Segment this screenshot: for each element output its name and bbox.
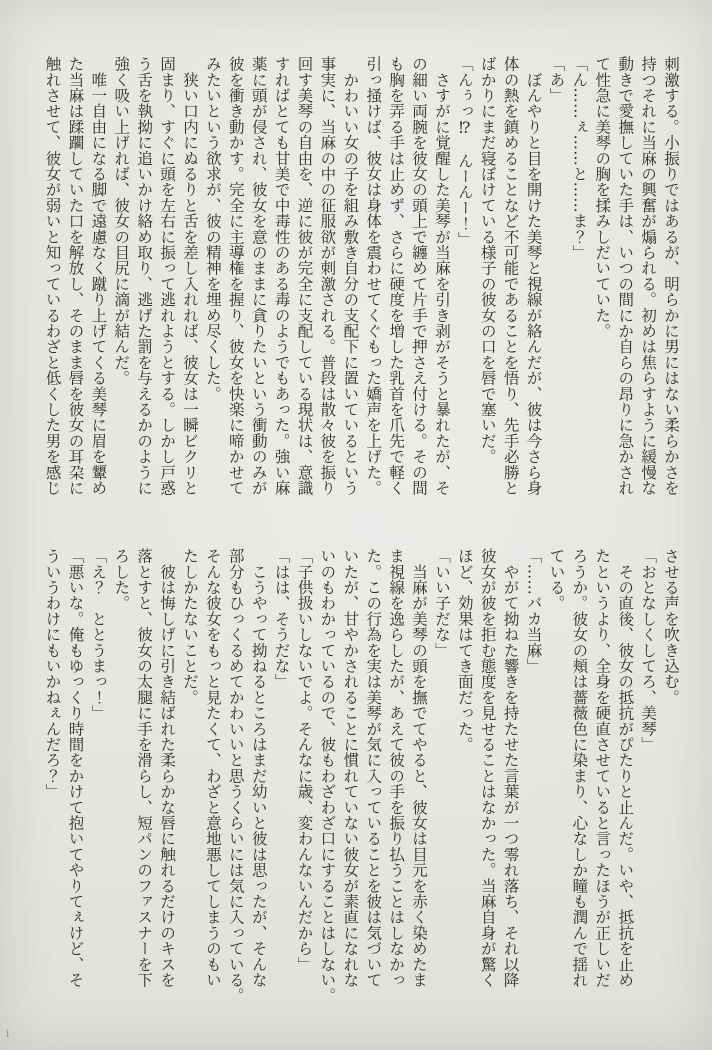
- text-line: 「ん……ぇ……と……ま？」: [570, 56, 589, 261]
- vertical-text-block-bottom: [41, 548, 682, 1004]
- text-line: 持つそれに当麻の興奮が煽られる。初めは焦らすように緩慢な: [639, 56, 658, 496]
- text-line: ろした。: [112, 548, 131, 611]
- text-line: う舌を執拗に追いかけ絡め取り、逃げた罰を与えるかのように: [135, 56, 154, 496]
- text-line: そんな彼女をもっと見たくて、わざと意地悪してしまうのもい: [203, 548, 222, 988]
- text-line: 動きで愛撫していた手は、いつの間にか自らの昂りに急かされ: [616, 56, 635, 496]
- text-line: ばかりにまだ寝ぼけている様子の彼女の口を唇で塞いだ。: [478, 56, 497, 465]
- text-line: 唯一自由になる脚で遠慮なく蹴り上げてくる美琴に眉を顰め: [89, 56, 108, 496]
- text-line: 部分もひっくるめてかわいいと思うくらいには気に入っている。: [226, 548, 245, 1004]
- text-line: ういうわけにもいかねぇんだろ？」: [43, 548, 62, 800]
- text-line: 「子供扱いしないでよ。そんなに歳、変わんないんだから」: [295, 548, 314, 972]
- text-line: こうやって拗ねるところはまだ幼いと彼は思ったが、そんな: [249, 548, 268, 988]
- text-line: た当麻は蹂躙していた口を解放し、そのまま唇を彼女の耳朶に: [66, 56, 85, 496]
- text-line: その直後、彼女の抵抗がぴたりと止んだ。いや、抵抗を止め: [616, 548, 635, 988]
- text-line: 彼女が彼を拒む態度を見せることはなかった。当麻自身が驚く: [478, 548, 497, 988]
- text-line: 「……バカ当麻」: [524, 548, 543, 674]
- text-line: 「んぅっ⁉ んーんー！」: [455, 56, 474, 247]
- text-line: た。この行為を実は美琴が気に入っていることを彼は気づいて: [364, 548, 383, 988]
- text-line: ている。: [547, 548, 566, 611]
- text-line: 事実に、当麻の中の征服欲が刺激される。普段は散々彼を振り: [318, 56, 337, 496]
- text-line: 「おとなしくしてろ、美琴」: [639, 548, 658, 753]
- text-line: 彼は悔しげに引き結ばれた柔らかな唇に触れるだけのキスを: [158, 548, 177, 988]
- text-line: ほど、効果はてき面だった。: [455, 548, 474, 753]
- vertical-text-block-top: [41, 56, 682, 508]
- text-line: 「あ」: [547, 56, 566, 104]
- text-line: ぼんやりと目を開けた美琴と視線が絡んだが、彼は今さら身: [524, 56, 543, 496]
- text-line: 彼を衝き動かす。完全に主導権を握り、彼女を快楽に啼かせて: [226, 56, 245, 496]
- text-line: 体の熱を鎮めることなど不可能であることを悟り、先手必勝と: [501, 56, 520, 496]
- text-line: させる声を吹き込む。: [662, 548, 680, 705]
- text-line: 落とすと、彼女の太腿に手を滑らし、短パンのファスナーを下: [135, 548, 154, 988]
- text-line: さすがに覚醒した美琴が当麻を引き剥がそうと暴れたが、そ: [432, 56, 451, 496]
- text-line: いたが、甘やかされることに慣れていない彼女が素直になれな: [341, 548, 360, 988]
- text-line: 引っ掻けば、彼女は身体を震わせてくぐもった嬌声を上げた。: [364, 56, 383, 496]
- text-line: 「悪いな。俺もゆっくり時間をかけて抱いてやりてぇけど、そ: [66, 548, 85, 988]
- text-line: いのもわかっているので、彼もわざわざ口にすることはしない。: [318, 548, 337, 1004]
- text-line: 回す美琴の自由を、逆に彼が完全に支配している現状は、意識: [295, 56, 314, 496]
- text-line: 当麻が美琴の頭を撫でてやると、彼女は目元を赤く染めたま: [410, 548, 429, 988]
- text-line: 狭い口内にぬるりと舌を差し入れれば、彼女は一瞬ビクリと: [180, 56, 199, 496]
- text-line: やがて拗ねた響きを持たせた言葉が一つ零れ落ち、それ以降: [501, 548, 520, 988]
- text-line: 「え？ ととうまっ！」: [89, 548, 108, 721]
- text-line: も胸を弄る手は止めず、さらに硬度を増した乳首を爪先で軽く: [387, 56, 406, 496]
- text-line: の細い両腕を彼女の頭上で纏めて片手で押さえ付ける。その間: [410, 56, 429, 496]
- text-line: 刺激する。小振りではあるが、明らかに男にはない柔らかさを: [662, 56, 680, 496]
- text-line: 強く吸い上げれば、彼女の目尻に滴が結んだ。: [112, 56, 131, 386]
- text-line: 触れさせて、彼女が弱いと知っているわざと低くした男を感じ: [43, 56, 62, 496]
- page-corner-mark: i: [6, 1029, 10, 1040]
- text-line: 「はは、そうだな」: [272, 548, 291, 690]
- text-line: たしかたないことだ。: [180, 548, 199, 705]
- text-line: すればとても甘美で中毒性のある毒のようでもあった。強い麻: [272, 56, 291, 496]
- text-line: ま視線を逸らしたが、あえて彼の手を振り払うことはしなかっ: [387, 548, 406, 988]
- text-line: 固まり、すぐに頭を左右に振って逃れようとする。しかし戸惑: [158, 56, 177, 496]
- text-line: 「いい子だな」: [432, 548, 451, 658]
- text-line: みたいという欲求が、彼の精神を埋め尽くした。: [203, 56, 222, 402]
- text-line: かわいい女の子を組み敷き自分の支配下に置いているという: [341, 56, 360, 496]
- text-line: たというより、全身を硬直させていると言ったほうが正しいだ: [593, 548, 612, 988]
- text-line: 薬に頭が侵され、彼女を意のままに貪りたいという衝動のみが: [249, 56, 268, 496]
- text-line: ろうか。彼女の頬は薔薇色に染まり、心なしか瞳も潤んで揺れ: [570, 548, 589, 988]
- text-line: て性急に美琴の胸を揉みしだいていた。: [593, 56, 612, 339]
